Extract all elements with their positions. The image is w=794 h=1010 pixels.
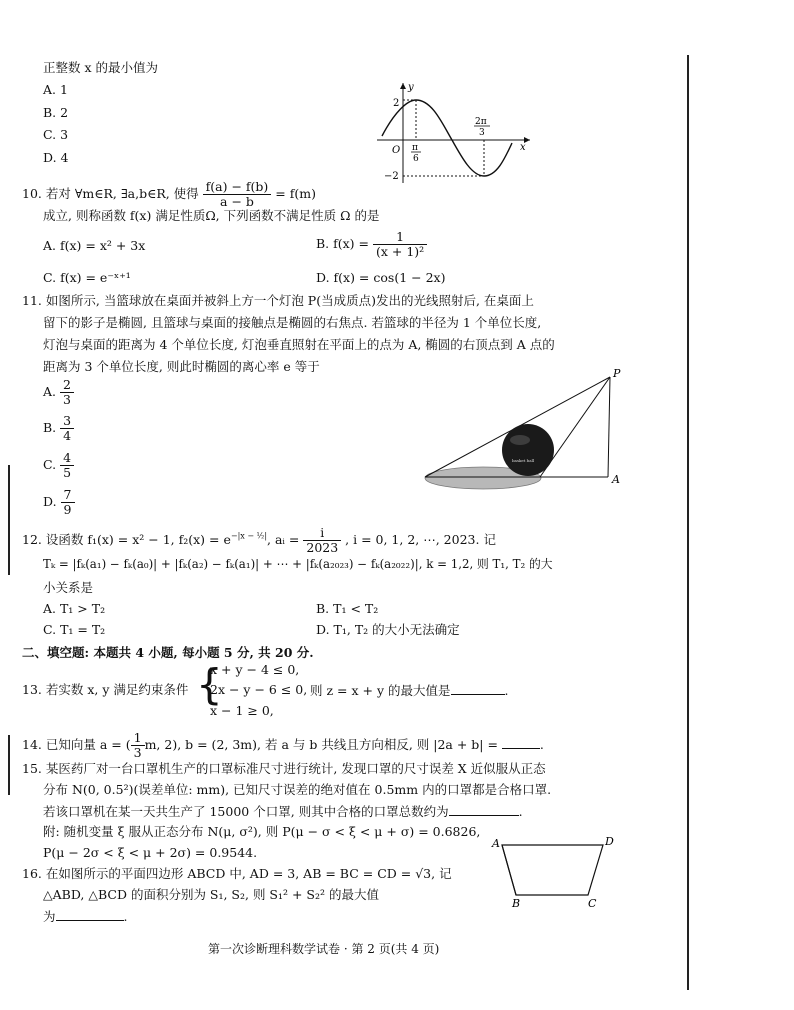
q10-text-b: = f(m) [275, 185, 316, 201]
q13-number: 13. [22, 682, 42, 697]
q9-x1-den: 6 [413, 154, 419, 164]
q9-x2-den: 3 [479, 128, 485, 138]
q16-point-c: C [588, 897, 597, 910]
q11-stem-line2: 留下的影子是椭圆, 且篮球与桌面的接触点是椭圆的右焦点. 若篮球的半径为 1 个单位长度, [43, 315, 542, 330]
q10-stem-line1 [22, 180, 316, 209]
q11-option-c-label: C. [43, 456, 57, 472]
q12-text-b: , aᵢ = [267, 531, 300, 547]
q11-option-b [43, 414, 74, 443]
q9-option-b: B. 2 [43, 105, 69, 120]
q11-option-d-frac [61, 488, 75, 517]
q12-ai-num: i [303, 526, 341, 541]
q13-tail-text: 则 z = x + y 的最大值是 [310, 683, 451, 698]
q15-answer-blank[interactable] [449, 803, 519, 816]
q15-stem-line3 [43, 803, 523, 820]
q10-option-b-pre: B. f(x) = [316, 235, 370, 251]
q10-number: 10. [22, 185, 42, 201]
q16-end: . [123, 909, 128, 924]
q15-stem-line2: 分布 N(0, 0.5²)(误差单位: mm), 已知尺寸误差的绝对值在 0.5mm 内的口罩都是合格口罩. [43, 782, 552, 797]
q11-option-d-label: D. [43, 493, 57, 509]
q12-stem-line3: 小关系是 [43, 580, 94, 595]
q12-ai-frac [303, 526, 341, 555]
q11-option-c-frac [60, 451, 74, 480]
q15-appendix-line1: 附: 随机变量 ξ 服从正态分布 N(μ, σ²), 则 P(μ − σ < ξ < μ + σ) = 0.6826, [43, 824, 481, 839]
left-margin-rule [8, 465, 10, 575]
q11-option-a-label: A. [43, 383, 57, 399]
q11-option-d-den: 9 [63, 501, 72, 517]
q16-stem-line1 [22, 866, 452, 882]
q12-exponent: −|x − ½| [230, 531, 268, 541]
q11-stem-line3: 灯泡与桌面的距离为 4 个单位长度, 灯泡垂直照射在平面上的点为 A, 椭圆的右顶点到 A 点的 [43, 337, 555, 352]
q9-option-d: D. 4 [43, 150, 69, 165]
q12-ai-den: 2023 [306, 539, 339, 555]
q12-text-c: , i = 0, 1, 2, ⋯, 2023. 记 [345, 531, 496, 547]
q10-option-b [316, 230, 427, 259]
q12-text-a: 设函数 f₁(x) = x² − 1, f₂(x) = e [45, 531, 231, 547]
q16-quadrilateral-figure [490, 835, 625, 910]
q14-stem [22, 731, 544, 760]
q14-text-b: m, 2), b = (2, 3m), 若 a 与 b 共线且方向相反, 则 |2a + b| = [144, 736, 498, 752]
q11-line1-text: 如图所示, 当篮球放在桌面并被斜上方一个灯泡 P(当成质点)发出的光线照射后, 在桌面上 [45, 293, 534, 308]
q11-option-b-label: B. [43, 419, 57, 435]
q10-option-b-den: (x + 1)² [376, 243, 425, 259]
q11-option-a-num: 2 [60, 378, 74, 393]
q11-option-a-frac [60, 378, 74, 407]
section-2-heading: 二、填空题: 本题共 4 小题, 每小题 5 分, 共 20 分. [22, 645, 314, 660]
q11-stem-line4: 距离为 3 个单位长度, 则此时椭圆的离心率 e 等于 [43, 359, 320, 374]
q10-option-c: C. f(x) = e⁻ˣ⁺¹ [43, 270, 131, 285]
q14-frac-num: 1 [131, 731, 145, 746]
q9-y-min-label: −2 [384, 171, 399, 182]
q14-text-a: 已知向量 a = ( [45, 736, 131, 752]
q9-y-axis-label: y [408, 82, 414, 93]
q11-option-b-den: 4 [63, 427, 72, 443]
q15-line1-text: 某医药厂对一台口罩机生产的口罩标准尺寸进行统计, 发现口罩的尺寸误差 X 近似服从正态 [45, 761, 546, 776]
q10-option-d: D. f(x) = cos(1 − 2x) [316, 270, 446, 285]
q16-answer-blank[interactable] [56, 908, 124, 921]
q9-y-max-label: 2 [393, 98, 400, 109]
q12-option-a: A. T₁ > T₂ [43, 601, 106, 616]
q11-number: 11. [22, 293, 42, 308]
q13-brace: { [196, 660, 223, 709]
q16-line1-text: 在如图所示的平面四边形 ABCD 中, AD = 3, AB = BC = CD = √3, 记 [45, 866, 452, 881]
left-margin-rule-2 [8, 735, 10, 795]
q13-end: . [504, 683, 509, 698]
q10-fraction [203, 180, 272, 209]
q11-option-b-frac [60, 414, 74, 443]
q10-option-b-num: 1 [373, 230, 427, 245]
q14-answer-blank[interactable] [502, 736, 540, 749]
q13-lead: 若实数 x, y 满足约束条件 [45, 682, 189, 697]
q11-option-b-num: 3 [60, 414, 74, 429]
q9-sine-graph [372, 78, 537, 188]
q16-stem-line2: △ABD, △BCD 的面积分别为 S₁, S₂, 则 S₁² + S₂² 的最大值 [43, 887, 379, 902]
page-footer: 第一次诊断理科数学试卷 · 第 2 页(共 4 页) [208, 942, 440, 956]
q10-frac-num: f(a) − f(b) [203, 180, 272, 195]
q9-x2-num: 2π [475, 117, 487, 127]
q14-frac [131, 731, 145, 760]
q10-option-a: A. f(x) = x² + 3x [43, 238, 146, 253]
q9-option-c: C. 3 [43, 127, 69, 142]
q15-stem-line1 [22, 761, 546, 777]
q9-x-axis-label: x [520, 142, 526, 153]
q12-number: 12. [22, 531, 42, 547]
q14-frac-den: 3 [133, 744, 142, 760]
q11-option-d [43, 488, 75, 517]
q12-option-c: C. T₁ = T₂ [43, 622, 106, 637]
q16-point-b: B [512, 897, 521, 910]
q13-tail [310, 682, 508, 699]
q9-origin-label: O [392, 145, 401, 156]
q12-stem-line1 [22, 526, 496, 555]
q11-option-c-den: 5 [63, 464, 72, 480]
q15-number: 15. [22, 761, 42, 776]
q13-constraint-2: 2x − y − 6 ≤ 0, [210, 682, 308, 697]
q11-option-c-num: 4 [60, 451, 74, 466]
q16-line3-text: 为 [43, 909, 56, 924]
right-margin-rule [687, 55, 689, 990]
q10-stem-line2: 成立, 则称函数 f(x) 满足性质Ω, 下列函数不满足性质 Ω 的是 [43, 208, 380, 223]
q11-stem-line1 [22, 293, 534, 309]
q13-constraint-3: x − 1 ≥ 0, [210, 703, 274, 718]
q16-point-d: D [605, 835, 614, 848]
q10-text-a: 若对 ∀m∈R, ∃a,b∈R, 使得 [45, 185, 199, 201]
q12-option-b: B. T₁ < T₂ [316, 601, 379, 616]
q16-point-a: A [492, 837, 500, 850]
q11-point-a: A [612, 473, 620, 486]
q11-basketball [502, 424, 554, 476]
q15-end: . [518, 804, 523, 819]
q14-number: 14. [22, 736, 42, 752]
q11-ball-text: basket ball [512, 458, 535, 463]
q13-constraint-1: x + y − 4 ≤ 0, [210, 662, 300, 677]
q12-stem-line2: Tₖ = |fₖ(a₁) − fₖ(a₀)| + |fₖ(a₂) − fₖ(a₁)| + ⋯ + |fₖ(a₂₀₂₃) − fₖ(a₂₀₂₂)|, k = 1,2, 则 T₁, T₂ 的大 [43, 557, 553, 571]
q10-option-b-frac [373, 230, 427, 259]
q15-appendix-line2: P(μ − 2σ < ξ < μ + 2σ) = 0.9544. [43, 845, 258, 860]
q11-option-a [43, 378, 74, 407]
q11-basketball-figure [420, 365, 630, 495]
q9-option-a: A. 1 [43, 82, 68, 97]
q14-end: . [539, 736, 544, 752]
q13-answer-blank[interactable] [451, 682, 505, 695]
q9-x1-num: π [412, 143, 418, 153]
q9-continuation: 正整数 x 的最小值为 [43, 60, 158, 75]
q15-line3-text: 若该口罩机在某一天共生产了 15000 个口罩, 则其中合格的口罩总数约为 [43, 804, 449, 819]
q13-stem [22, 682, 188, 698]
q11-point-p: P [613, 367, 621, 380]
q11-option-a-den: 3 [63, 391, 71, 407]
q12-option-d: D. T₁, T₂ 的大小无法确定 [316, 622, 460, 637]
q16-stem-line3 [43, 908, 128, 925]
q16-number: 16. [22, 866, 42, 881]
q11-option-c [43, 451, 74, 480]
q11-option-d-num: 7 [61, 488, 75, 503]
q10-frac-den: a − b [220, 193, 254, 209]
